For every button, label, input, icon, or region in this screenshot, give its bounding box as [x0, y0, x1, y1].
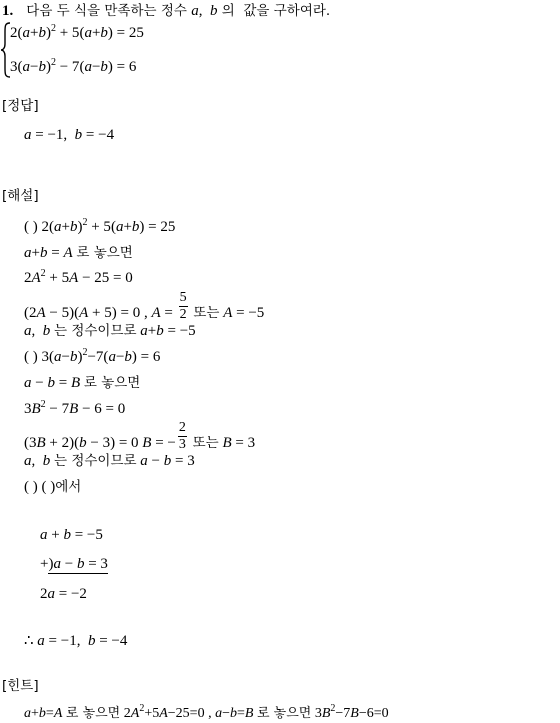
problem-number: 1. — [2, 3, 14, 19]
problem-statement: 1. 다음 두 식을 만족하는 정수 a, b 의 값을 구하여라. — [2, 3, 331, 19]
solution-line: a, b 는 정수이므로 a+b = −5 — [24, 323, 196, 339]
answer-heading: [정답] — [2, 98, 39, 114]
solution-line: a − b = B 로 놓으면 — [24, 375, 141, 391]
hint-text: a+b=A 로 놓으면 $2A^2+5A-25=0$ , a−b=B 로 놓으면 $3B^2-7B-6=0$ — [24, 703, 389, 721]
fraction: $\frac{5}{2}$ — [179, 290, 187, 322]
solution-line: (2A − 5)(A + 5) = 0 , A = $\frac{5}{2}$ 또는 A = −5 — [24, 290, 265, 322]
conclusion: ∴ a = −1, b = −4 — [24, 633, 128, 649]
addition-result: 2a = −2 — [40, 586, 87, 602]
addition-line-1: a + b = −5 — [40, 527, 103, 543]
solution-line: a, b 는 정수이므로 a − b = 3 — [24, 453, 195, 469]
hint-heading: [힌트] — [2, 678, 39, 694]
system-equation-1: $2(a+b)^2 + 5(a+b) = 25$ — [10, 23, 144, 41]
fraction: $\frac{2}{3}$ — [178, 420, 186, 452]
addition-line-2: +)a − b = 3 — [40, 556, 108, 572]
solution-line: a+b = A 로 놓으면 — [24, 245, 133, 261]
solution-line: ( ) $2(a+b)^2 + 5(a+b) = 25$ — [24, 217, 176, 235]
answer-value: a = −1, b = −4 — [24, 127, 115, 143]
solution-line: ( ) $3(a-b)^2-7(a-b) = 6$ — [24, 347, 161, 365]
solution-line: $3B^2 - 7B - 6 = 0$ — [24, 399, 126, 417]
solution-line: $2A^2 + 5A - 25 = 0$ — [24, 268, 133, 286]
solution-line: (3B + 2)(b − 3) = 0 B = − $\frac{2}{3}$ 또는 B = 3 — [24, 420, 256, 452]
solution-heading: [해설] — [2, 188, 39, 204]
solution-line: ( ) ( )에서 — [24, 479, 82, 495]
system-equation-2: $3(a-b)^2 - 7(a-b) = 6$ — [10, 57, 137, 75]
